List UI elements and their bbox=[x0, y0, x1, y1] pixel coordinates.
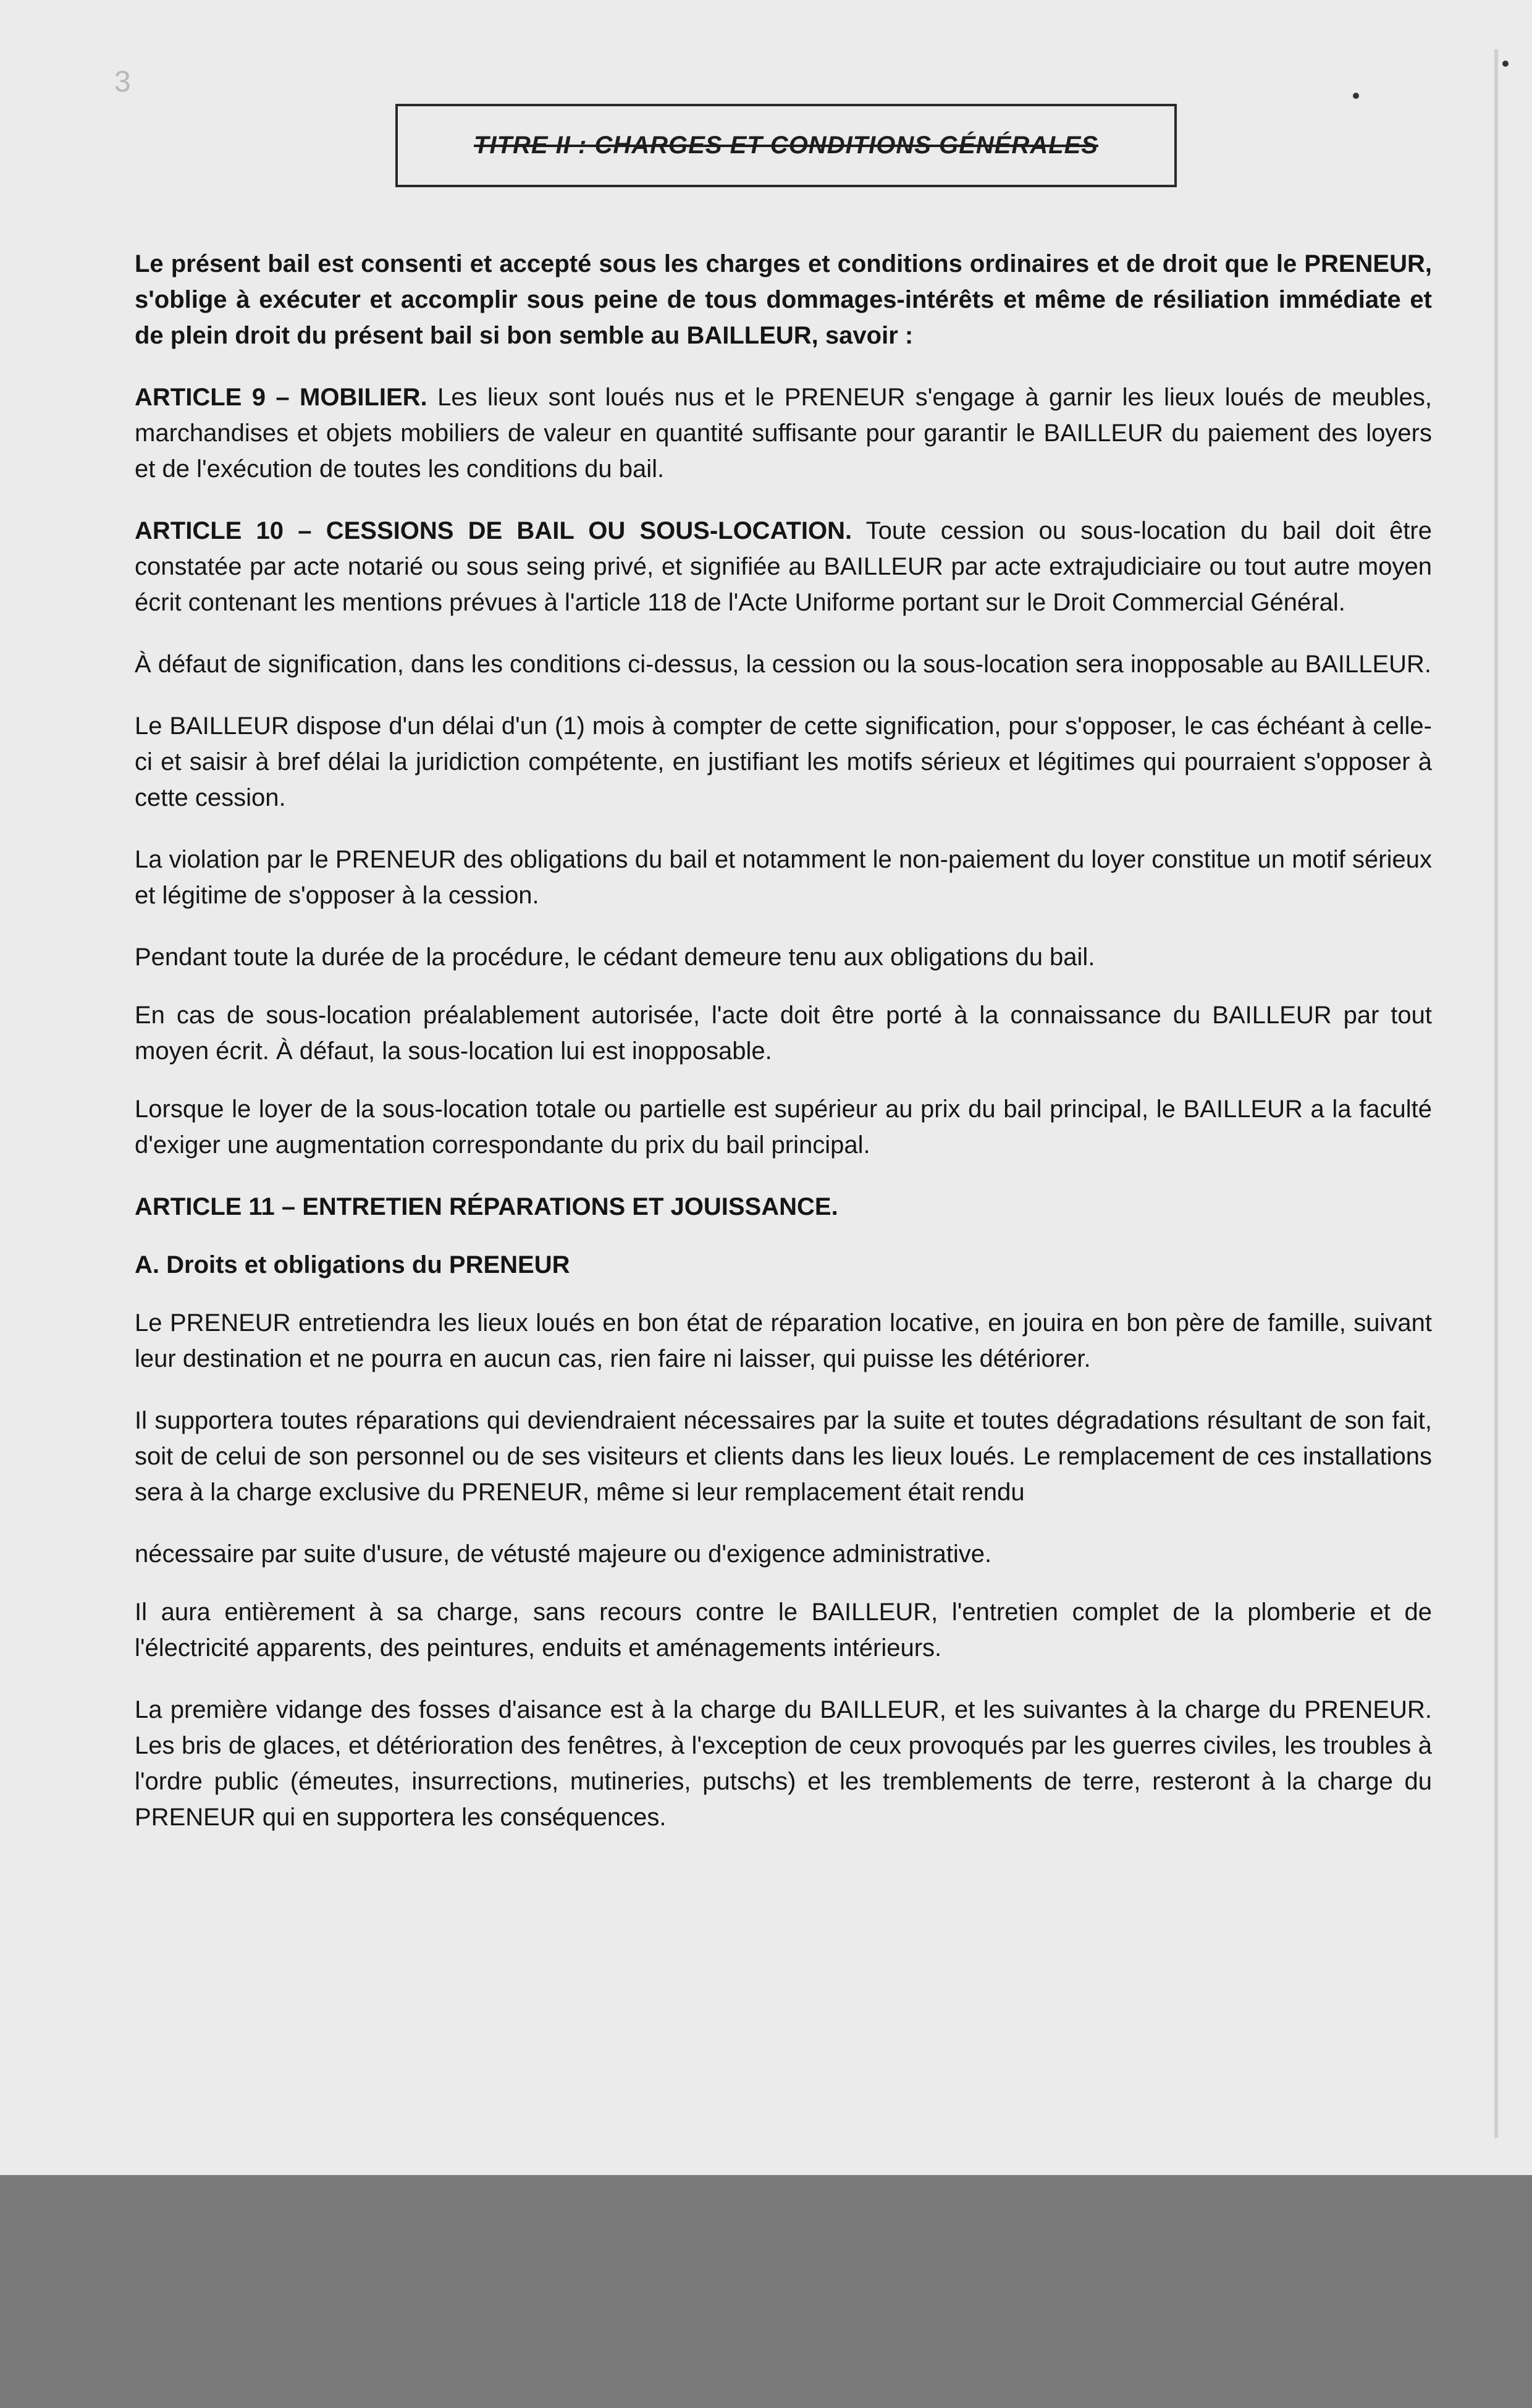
binder-mark bbox=[1353, 93, 1359, 99]
article-11-paragraph-2-continued: nécessaire par suite d'usure, de vétusté majeure ou d'exigence administrative. bbox=[135, 1540, 992, 1568]
scanner-background bbox=[0, 2175, 1532, 2408]
article-9-text: Les lieux sont loués nus et le PRENEUR s'engage à garnir les lieux loués de meubles, marchandises et objets mobiliers de valeur en quantité suffisante pour garantir le BAILLEUR du paiement des loyers et de l'exécution de toutes les conditions du bail. bbox=[135, 384, 1433, 483]
page-edge-shadow bbox=[1494, 49, 1498, 2138]
document-body bbox=[135, 246, 1432, 1861]
page-number: 3 bbox=[114, 65, 131, 98]
binder-mark bbox=[1502, 61, 1509, 67]
article-11-paragraph-4: La première vidange des fosses d'aisance est à la charge du BAILLEUR, et les suivantes à la charge du PRENEUR. Les bris de glaces, et détérioration des fenêtres, à l'exception de ceux provoqués par les guerres civiles, les troubles à l'ordre public (émeutes, insurrections, mutineries, putschs) et les tremblements de terre, resteront à la charge du PRENEUR qui en supportera les conséquences. bbox=[135, 1696, 1432, 1831]
article-10-paragraph-3: Le BAILLEUR dispose d'un délai d'un (1) mois à compter de cette signification, pour s'opposer, le cas échéant à celle-ci et saisir à bref délai la juridiction compétente, en justifiant les motifs sérieux et légitimes qui pourraient s'opposer à cette cession. bbox=[135, 712, 1432, 811]
article-9-heading: ARTICLE 9 – MOBILIER. bbox=[135, 384, 427, 411]
intro-text: Le présent bail est consenti et accepté sous les charges et conditions ordinaires et de droit que le PRENEUR, s'oblige à exécuter et accomplir sous peine de tous dommages-intérêts et même de résiliation immédiate et de plein droit du présent bail si bon semble au BAILLEUR, savoir : bbox=[135, 250, 1432, 349]
article-11-section-a-heading: A. Droits et obligations du PRENEUR bbox=[135, 1251, 570, 1278]
article-10-heading: ARTICLE 10 – CESSIONS DE BAIL OU SOUS-LOCATION. bbox=[135, 517, 852, 544]
article-10-paragraph-7: Lorsque le loyer de la sous-location totale ou partielle est supérieur au prix du bail principal, le BAILLEUR a la faculté d'exiger une augmentation correspondante du prix du bail principal. bbox=[135, 1096, 1432, 1159]
article-10-paragraph-2: À défaut de signification, dans les conditions ci-dessus, la cession ou la sous-location sera inopposable au BAILLEUR. bbox=[135, 651, 1432, 678]
article-11-paragraph-3: Il aura entièrement à sa charge, sans recours contre le BAILLEUR, l'entretien complet de la plomberie et de l'électricité apparents, des peintures, enduits et aménagements intérieurs. bbox=[135, 1599, 1432, 1662]
article-11-paragraph-2: Il supportera toutes réparations qui deviendraient nécessaires par la suite et toutes dégradations résultant de son fait, soit de celui de son personnel ou de ses visiteurs et clients dans les lieux loués. Le remplacement de ces installations sera à la charge exclusive du PRENEUR, même si leur remplacement était rendu bbox=[135, 1407, 1432, 1506]
article-10-paragraph-6: En cas de sous-location préalablement autorisée, l'acte doit être porté à la connaissance du BAILLEUR par tout moyen écrit. À défaut, la sous-location lui est inopposable. bbox=[135, 1002, 1432, 1065]
intro-paragraph bbox=[135, 246, 1432, 353]
article-10-paragraph-5: Pendant toute la durée de la procédure, le cédant demeure tenu aux obligations du bail. bbox=[135, 944, 1095, 971]
article-11-paragraph-1: Le PRENEUR entretiendra les lieux loués en bon état de réparation locative, en jouira en bon père de famille, suivant leur destination et ne pourra en aucun cas, rien faire ni laisser, qui puisse les détériorer. bbox=[135, 1309, 1432, 1372]
article-11-heading: ARTICLE 11 – ENTRETIEN RÉPARATIONS ET JOUISSANCE. bbox=[135, 1193, 838, 1220]
article-10-paragraph-4: La violation par le PRENEUR des obligations du bail et notamment le non-paiement du loyer constitue un motif sérieux et légitime de s'opposer à la cession. bbox=[135, 846, 1432, 909]
article-10-text: Toute cession ou sous-location du bail doit être constatée par acte notarié ou sous seing privé, et signifiée au BAILLEUR par acte extrajudiciaire ou tout autre moyen écrit contenant les mentions prévues à l'article 118 de l'Acte Uniforme portant sur le Droit Commercial Général. bbox=[135, 517, 1432, 616]
article-10 bbox=[135, 513, 1432, 620]
article-9 bbox=[135, 379, 1432, 487]
title-box bbox=[395, 104, 1177, 187]
document-title: TITRE II : CHARGES ET CONDITIONS GÉNÉRALES bbox=[474, 132, 1098, 159]
